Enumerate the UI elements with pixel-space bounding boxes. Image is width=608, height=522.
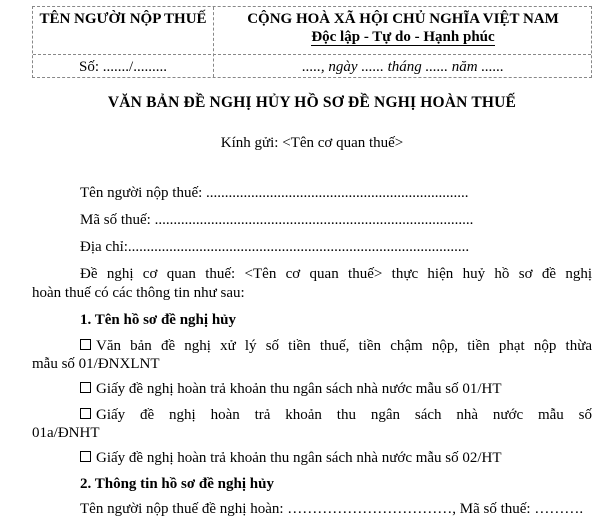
document-title: VĂN BẢN ĐỀ NGHỊ HỦY HỒ SƠ ĐỀ NGHỊ HOÀN THUẾ: [107, 94, 517, 111]
tax-code-line: Mã số thuế: .....................................................................................: [80, 212, 474, 228]
header-table: [32, 6, 592, 78]
taxpayer-label: TÊN NGƯỜI NỘP THUẾ: [39, 11, 207, 27]
section1-heading: 1. Tên hồ sơ đề nghị hủy: [80, 312, 237, 328]
section2-line1: Tên người nộp thuế đề nghị hoàn: ……………………………, Mã số thuế: ……….: [80, 501, 584, 517]
checkbox-icon: [80, 451, 91, 462]
request-line-1: Đề nghị cơ quan thuế: <Tên cơ quan thuế> thực hiện huỷ hồ sơ đề nghị: [80, 266, 592, 282]
recipient-line: Kính gửi: <Tên cơ quan thuế>: [220, 135, 404, 151]
document-date: ....., ngày ...... tháng ...... năm ......: [302, 59, 504, 75]
section1-item3-text: Giấy đề nghị hoàn trả khoản thu ngân sách nhà nước mẫu số: [96, 407, 592, 423]
address-line: Địa chỉ:...........................................................................................: [80, 239, 470, 255]
header-divider-horizontal: [33, 54, 591, 55]
national-motto: [213, 28, 593, 46]
checkbox-icon: [80, 339, 91, 350]
section1-item1-line2: mẫu số 01/ĐNXLNT: [32, 356, 160, 372]
checkbox-icon: [80, 408, 91, 419]
section1-item2: [80, 380, 502, 398]
section1-item1-line1: [80, 337, 592, 355]
checkbox-icon: [80, 382, 91, 393]
taxpayer-name-line: Tên người nộp thuế: ......................................................................: [80, 185, 469, 201]
section1-item3-line2: 01a/ĐNHT: [32, 425, 100, 441]
document-number: Số: ......./.........: [79, 59, 167, 75]
section1-item1-text: Văn bản đề nghị xử lý số tiền thuế, tiền chậm nộp, tiền phạt nộp thừa: [96, 338, 592, 354]
section1-item4: [80, 449, 502, 467]
section2-heading: 2. Thông tin hồ sơ đề nghị hủy: [80, 476, 274, 492]
request-line-2: hoàn thuế có các thông tin như sau:: [32, 285, 245, 301]
national-motto-text: Độc lập - Tự do - Hạnh phúc: [311, 29, 495, 45]
section1-item2-text: Giấy đề nghị hoàn trả khoản thu ngân sách nhà nước mẫu số 01/HT: [96, 381, 502, 397]
country-name: CỘNG HOÀ XÃ HỘI CHỦ NGHĨA VIỆT NAM: [247, 11, 559, 27]
section1-item4-text: Giấy đề nghị hoàn trả khoản thu ngân sách nhà nước mẫu số 02/HT: [96, 450, 502, 466]
section1-item3-line1: [80, 406, 592, 424]
